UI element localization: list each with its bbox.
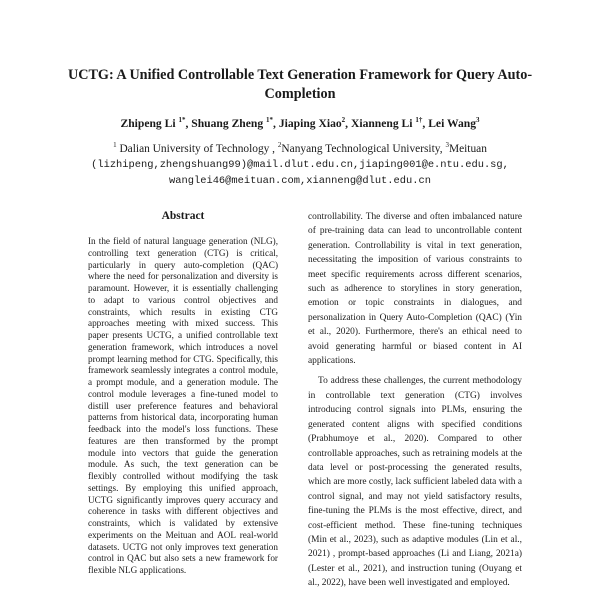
introduction-column <box>308 210 522 591</box>
author-mark: 3 <box>476 116 480 124</box>
author-mark: 2 <box>341 116 346 124</box>
affiliation-mark: 2 <box>277 141 282 149</box>
affiliations <box>40 137 560 189</box>
author-name: Jiaping Xiao <box>278 116 342 130</box>
affiliation-name: Nanyang Technological University, <box>281 142 443 155</box>
intro-paragraph: controllability. The diverse and often imbalanced nature of pre-training data can lead to uncontrollable content generation. Controllability is vital in text generation, necessitating the imposition of various constraints to meet specific requirements across different scenarios, such as adherence to storylines in story generation, emotion or topic constraints in dialogues, and personalization in Query Auto-Completion (QAC) (Yin et al., 2020). Furthermore, there's an ethical need to avoid generating harmful or biased content in AI applications. <box>308 212 522 367</box>
abstract-heading: Abstract <box>161 210 205 222</box>
affiliation-mark: 3 <box>445 141 449 149</box>
affiliation-name: Meituan <box>448 142 487 155</box>
affiliation-mark: 1 <box>113 141 117 149</box>
author-mark: 1* <box>266 116 274 124</box>
email-line: (lizhipeng,zhengshuang99)@mail.dlut.edu.cn,jiaping001@e.ntu.edu.sg, <box>91 158 509 171</box>
affiliation-line <box>40 137 560 157</box>
abstract-text: In the field of natural language generation (NLG), controlling text generation (CTG) is critical, particularly in query auto-completion (QAC) where the need for personalization and diversity is paramount. However, it is essentially challenging to adapt to various control objectives and constraints, which results in existing CTG approaches meeting with mixed success. This paper presents UCTG, a unified controllable text generation framework, which introduces a novel prompt learning method for CTG. Specifically, this framework seamlessly integrates a control module, a prompt module, and a generation module. The control module leverages a fine-tuned model to distill user preference features and behavioral patterns from historical data, incorporating human feedback into the model's loss functions. These features are then transformed by the prompt module into vectors that guide the generation module. As such, the text generation can be flexibly controlled without modifying the task settings. By employing this unified approach, UCTG significantly improves query accuracy and coherence in tasks with different objectives and constraints, which is validated by extensive experiments on the Meituan and AOL real-world datasets. UCTG not only improves text generation control in QAC but also sets a new framework for flexible NLG applications. <box>88 236 278 575</box>
author-mark: 1* <box>178 116 186 124</box>
author-list: Zhipeng Li $^{1*}$, Shuang Zheng $^{1*}$, Jiaping Xiao$^2$, Xianneng Li $^{1\dagger}$, Lei Wang$^3$ <box>120 116 480 130</box>
author-name: Shuang Zheng <box>191 116 264 130</box>
intro-paragraph: To address these challenges, the current methodology in controllable text generation (CTG) involves introducing control signals into PLMs, ensuring the generated content aligns with specified conditions (Prabhumoye et al., 2020). Compared to other controllable approaches, such as retraining models at the data level or post-processing the generated results, which are more costly, lack sufficient labeled data with a control signal, and may not yield satisfactory results, fine-tuning the PLMs is the most effective, direct, and cost-efficient method. These fine-tuning techniques (Min et al., 2023), such as adaptive modules (Lin et al., 2021) , prompt-based approaches (Li and Liang, 2021a) (Lester et al., 2021), and instruction tuning (Ouyang et al., 2022), have been well investigated and employed. <box>308 376 522 589</box>
email-line: wanglei46@meituan.com,xianneng@dlut.edu.cn <box>169 174 431 187</box>
author-name: Lei Wang <box>428 116 476 130</box>
paper-title: UCTG: A Unified Controllable Text Generation Framework for Query Auto-Completion <box>67 67 533 102</box>
author-mark: 1† <box>415 116 423 124</box>
affiliation-name: Dalian University of Technology , <box>119 142 276 155</box>
author-name: Zhipeng Li <box>120 116 176 130</box>
author-name: Xianneng Li <box>350 116 413 130</box>
